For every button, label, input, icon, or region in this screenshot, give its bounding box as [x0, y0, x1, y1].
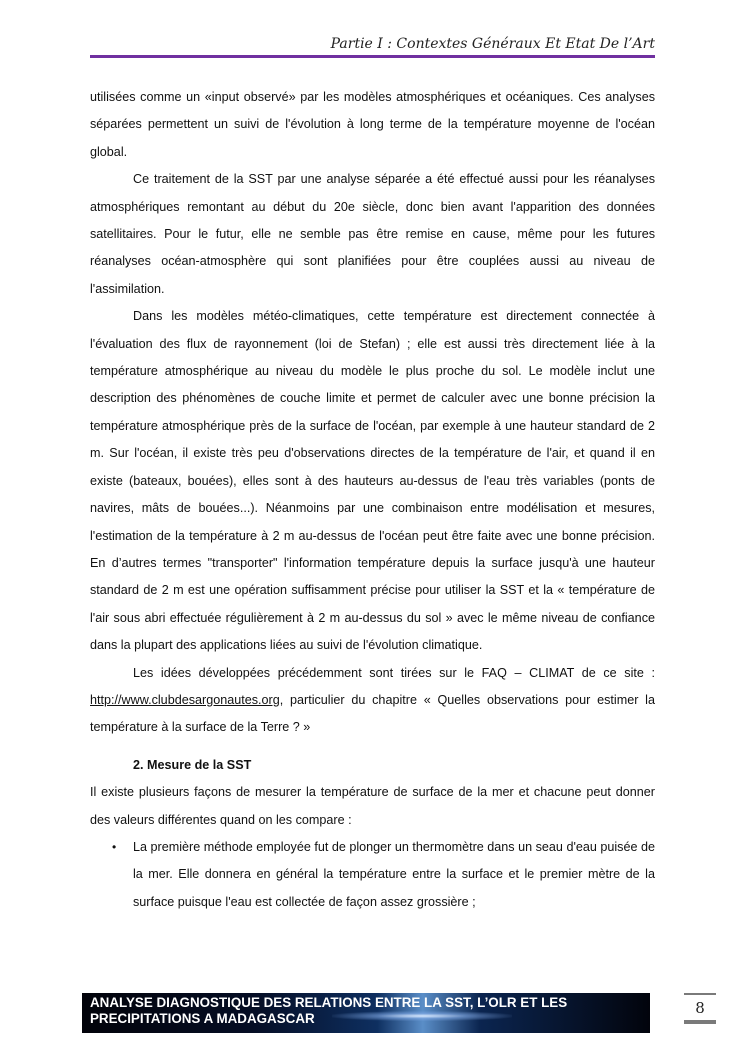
paragraph-2: Ce traitement de la SST par une analyse séparée a été effectué aussi pour les réanalyses atmosphériques remontant au début du 20e siècle, donc bien avant l'apparition des données satellitaires. Pour le futur, elle ne semble pas être remise en cause, même pour les futures réanalyses océan-atmosphère qui sont planifiées pour être couplées aussi au niveau de l'assimilation. — [90, 172, 655, 296]
bullet-list — [90, 834, 655, 916]
paragraph-5: Il existe plusieurs façons de mesurer la température de surface de la mer et chacune peut donner des valeurs différentes quand on les compare : — [90, 785, 655, 827]
bullet-marker: • — [112, 839, 117, 854]
footer-banner-line-2: PRECIPITATIONS A MADAGASCAR — [90, 1011, 315, 1026]
footer-banner-title — [90, 995, 645, 1027]
footer-banner — [82, 993, 650, 1033]
section-title: 2. Mesure de la SST — [133, 757, 252, 772]
paragraph-4-intro: Les idées développées précédemment sont tirées sur le FAQ – CLIMAT de ce site : — [133, 665, 655, 680]
paragraph-1: utilisées comme un «input observé» par les modèles atmosphériques et océaniques. Ces analyses séparées permettent un suivi de l'évolution à long terme de la température moyenne de l'océan global. — [90, 90, 655, 159]
page-number: 8 — [695, 999, 705, 1017]
paragraph-4-rest: , particulier du chapitre « Quelles observations pour estimer la température à la surface de la Terre ? » — [90, 692, 655, 735]
footer-banner-line-1: ANALYSE DIAGNOSTIQUE DES RELATIONS ENTRE LA SST, L’OLR ET LES — [90, 995, 568, 1010]
header-title: Partie I : Contextes Généraux Et Etat De l’Art — [330, 36, 655, 52]
paragraph-3: Dans les modèles météo-climatiques, cette température est directement connectée à l'évaluation des flux de rayonnement (loi de Stefan) ; elle est aussi très directement liée à la température atmosphérique au niveau du modèle le plus proche du sol. Le modèle inclut une description des phénomènes de couche limite et permet de calculer avec une bonne précision la température atmosphérique près de la surface de l'océan, par exemple à une hauteur standard de 2 m. Sur l'océan, il existe très peu d'observations directes de la température de l'air, et quand il en existe (bateaux, bouées), elles sont à des hauteurs au-dessus de l'eau très variables (ponts de navires, mâts de bouées...). Néanmoins par une combinaison entre modélisation et mesures, l'estimation de la température à 2 m au-dessus de l'océan peut être faite avec une bonne précision. En d’autres termes "transporter" l'information température depuis la surface jusqu'à une hauteur standard de 2 m est une opération suffisamment précise pour utiliser la SST et la « température de l'air sous abri effectuée régulièrement à 2 m au-dessus du sol » avec le même niveau de confiance dans la plupart des applications liées au suivi de l'évolution climatique. — [90, 309, 655, 653]
bullet-text: La première méthode employée fut de plonger un thermomètre dans un seau d'eau puisée de la mer. Elle donnera en général la température entre la surface et le premier mètre de la surface puisque l'eau est collectée de façon assez grossière ; — [133, 839, 655, 909]
document-body — [90, 84, 655, 916]
header-rule — [90, 55, 655, 58]
list-item — [90, 834, 655, 916]
page-number-underline — [684, 1020, 716, 1024]
paragraph-4 — [90, 660, 655, 742]
clubdesargonautes-link[interactable]: http://www.clubdesargonautes.org — [90, 692, 280, 707]
